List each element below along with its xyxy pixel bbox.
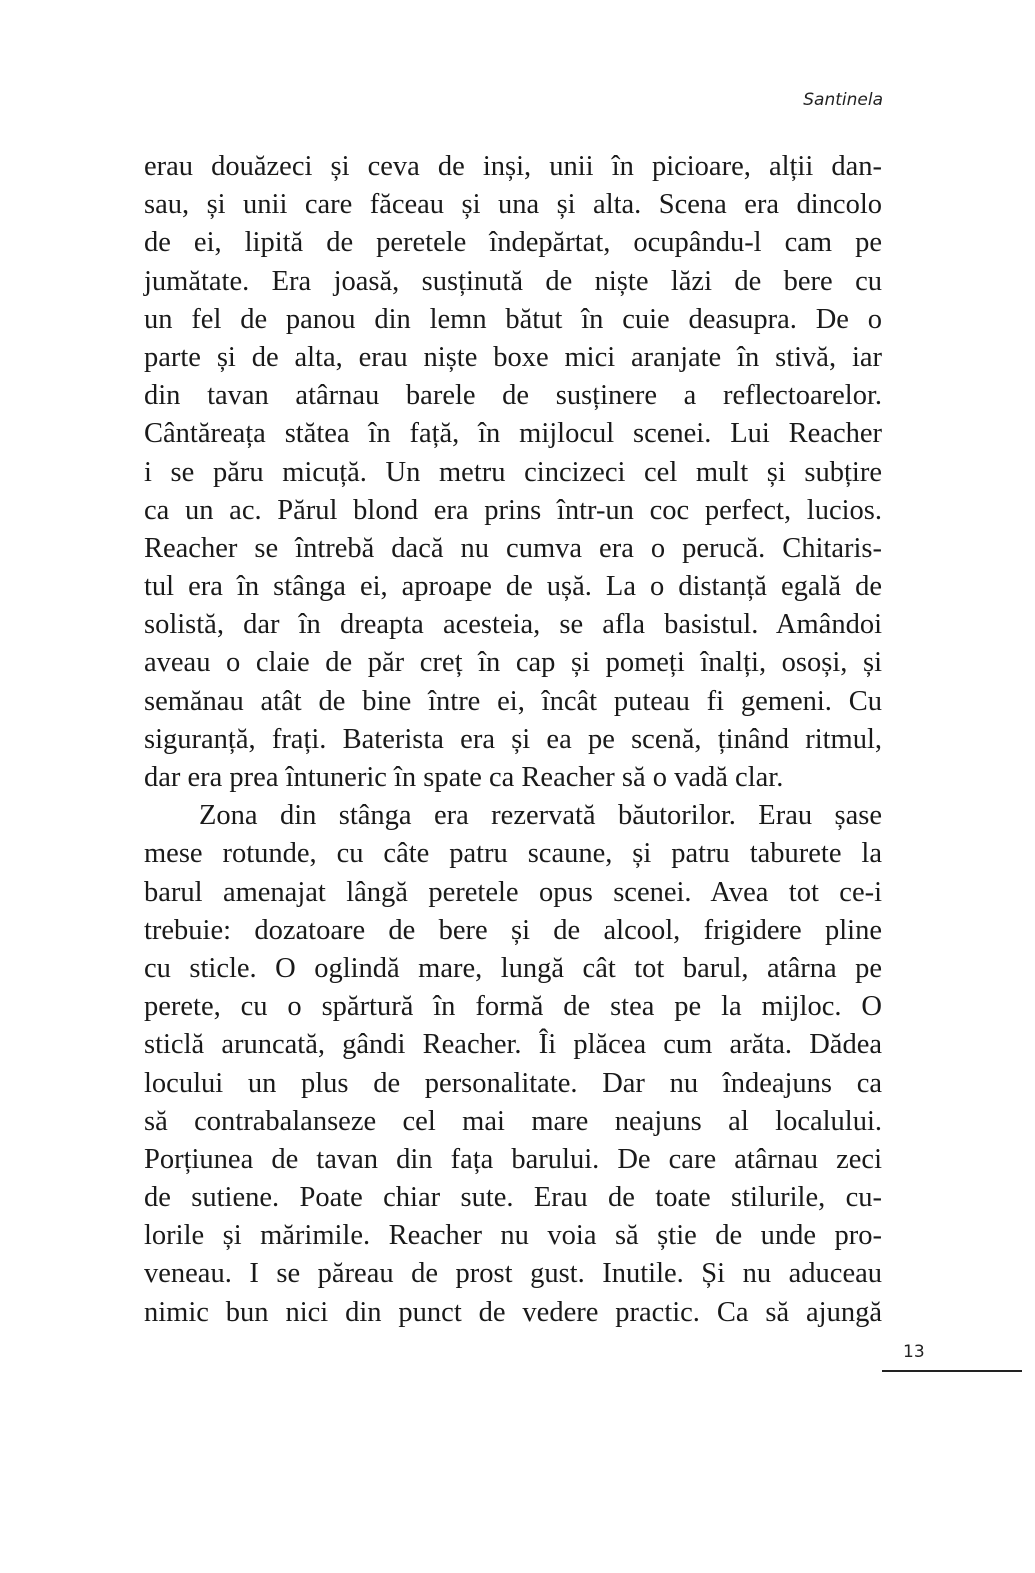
text-line: de sutiene. Poate chiar sute. Erau de toate stilurile, cu- xyxy=(144,1182,882,1214)
text-line: mese rotunde, cu câte patru scaune, și patru taburete la xyxy=(144,838,882,870)
text-line: Porțiunea de tavan din fața barului. De care atârnau zeci xyxy=(144,1143,882,1175)
page-number: 13 xyxy=(903,1342,925,1362)
text-line: să contrabalanseze cel mai mare neajuns al localului. xyxy=(144,1105,882,1137)
footer-rule xyxy=(882,1370,1022,1372)
running-head: Santinela xyxy=(803,90,883,110)
text-line: veneau. I se păreau de prost gust. Inutile. Și nu aduceau xyxy=(144,1258,882,1290)
paragraph-end-line: dar era prea întuneric în spate ca Reacher să o vadă clar. xyxy=(144,762,784,793)
text-line: locului un plus de personalitate. Dar nu îndeajuns ca xyxy=(144,1067,882,1099)
text-line: lorile și mărimile. Reacher nu voia să știe de unde pro- xyxy=(144,1220,882,1252)
text-line: trebuie: dozatoare de bere și de alcool, frigidere pline xyxy=(144,914,882,946)
text-line: ca un ac. Părul blond era prins într-un coc perfect, lucios. xyxy=(144,494,882,526)
text-line: sau, și unii care făceau și una și alta. Scena era dincolo xyxy=(144,189,882,221)
text-line: semănau atât de bine între ei, încât puteau fi gemeni. Cu xyxy=(144,685,882,717)
text-line: siguranță, frați. Baterista era și ea pe scenă, ținând ritmul, xyxy=(144,723,882,755)
text-line: Cântăreața stătea în față, în mijlocul scenei. Lui Reacher xyxy=(144,418,882,450)
text-line: barul amenajat lângă peretele opus scenei. Avea tot ce-i xyxy=(144,876,882,908)
text-line: nimic bun nici din punct de vedere practic. Ca să ajungă xyxy=(144,1296,882,1328)
text-line: solistă, dar în dreapta acesteia, se afla basistul. Amândoi xyxy=(144,609,882,641)
text-line: parte și de alta, erau niște boxe mici aranjate în stivă, iar xyxy=(144,341,882,373)
text-line: Reacher se întrebă dacă nu cumva era o perucă. Chitaris- xyxy=(144,532,882,564)
text-line: de ei, lipită de peretele îndepărtat, ocupându-l cam pe xyxy=(144,227,882,259)
text-line: sticlă aruncată, gândi Reacher. Îi plăcea cum arăta. Dădea xyxy=(144,1029,882,1061)
text-line: aveau o claie de păr creț în cap și pomeți înalți, osoși, și xyxy=(144,647,882,679)
text-line: erau douăzeci și ceva de inși, unii în picioare, alții dan- xyxy=(144,151,882,182)
text-line: cu sticle. O oglindă mare, lungă cât tot barul, atârna pe xyxy=(144,952,882,984)
text-line: perete, cu o spărtură în formă de stea pe la mijloc. O xyxy=(144,991,882,1023)
text-line: jumătate. Era joasă, susținută de niște lăzi de bere cu xyxy=(144,265,882,297)
paragraph-first-line: Zona din stânga era rezervată băutorilor. Erau șase xyxy=(199,800,882,832)
text-line: i se păru micuță. Un metru cincizeci cel mult și subțire xyxy=(144,456,882,488)
body-text xyxy=(144,148,882,1332)
text-line: un fel de panou din lemn bătut în cuie deasupra. De o xyxy=(144,303,882,335)
text-line: din tavan atârnau barele de susținere a reflectoarelor. xyxy=(144,380,882,412)
text-line: tul era în stânga ei, aproape de ușă. La o distanță egală de xyxy=(144,571,882,603)
